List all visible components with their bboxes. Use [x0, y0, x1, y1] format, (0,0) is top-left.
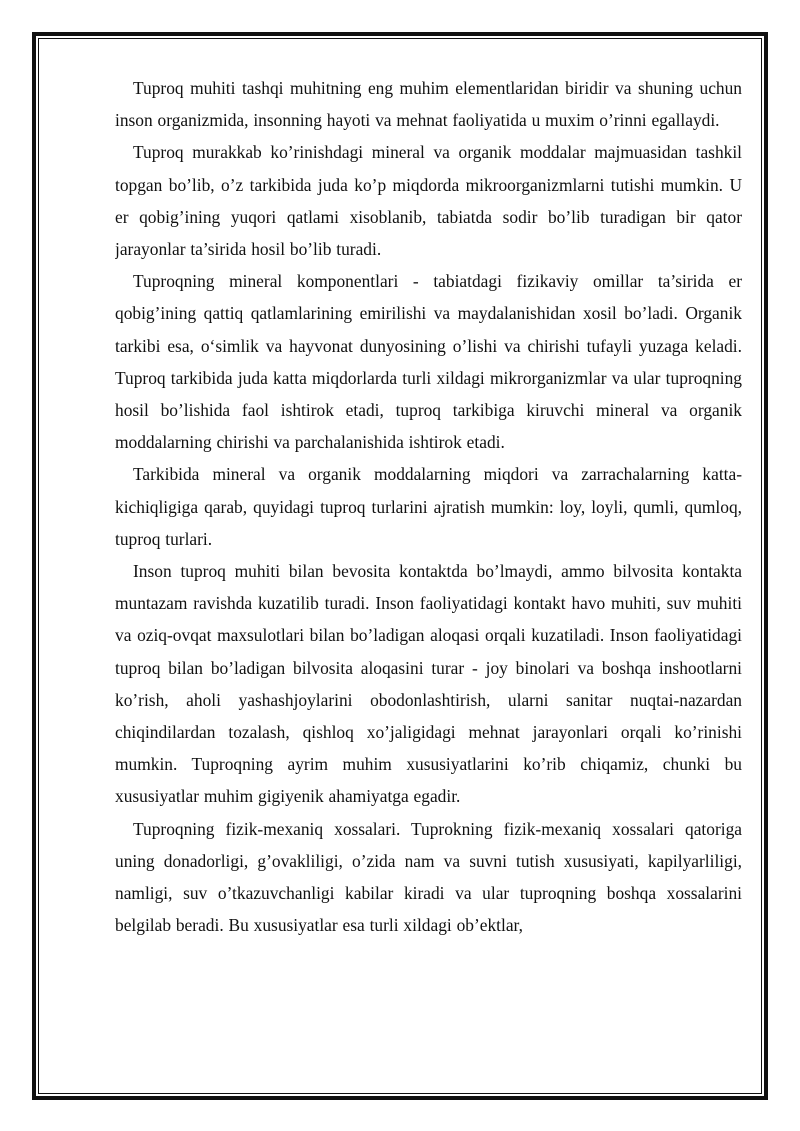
paragraph: Tarkibida mineral va organik moddalarning miqdori va zarrachalarning katta-kichiqligiga qarab, quyidagi tuproq turlarini ajratish mumkin: loy, loyli, qumli, qumloq, tuproq turlari. [115, 464, 742, 549]
paragraph: Tuproq muhiti tashqi muhitning eng muhim elementlaridan biridir va shuning uchun inson organizmida, insonning hayoti va mehnat faoliyatida u muxim o’rinni egallaydi. [115, 78, 742, 131]
paragraph: Inson tuproq muhiti bilan bevosita kontaktda bo’lmaydi, ammo bilvosita kontakta muntazam ravishda kuzatilib turadi. Inson faoliyatidagi kontakt havo muhiti, suv muhiti va oziq-ovqat maxsulotlari bilan bo’ladigan aloqasi orqali kuzatiladi. Inson faoliyatidagi tuproq bilan bo’ladigan bilvosita aloqasini turar - joy binolari va boshqa inshootlarni ko’rish, aholi yashashjoylarini obodonlashtirish, ularni sanitar nuqtai-nazardan chiqindilardan tozalash, qishloq xo’jaligidagi mehnat jarayonlari orqali ko’rinishi mumkin. Tuproqning ayrim muhim xususiyatlarini ko’rib chiqamiz, chunki bu xususiyatlar muhim gigiyenik ahamiyatga egadir. [115, 561, 742, 807]
document-body [115, 72, 742, 1062]
paragraph: Tuproqning fizik-mexaniq xossalari. Tuprokning fizik-mexaniq xossalari qatoriga uning donadorligi, g’ovakliligi, o’zida nam va suvni tutish xususiyati, kapilyarliligi, namligi, suv o’tkazuvchanligi kabilar kiradi va ular tuproqning boshqa xossalarini belgilab beradi. Bu xususiyatlar esa turli xildagi ob’ektlar, [115, 818, 742, 936]
paragraph: Tuproqning mineral komponentlari - tabiatdagi fizikaviy omillar ta’sirida er qobig’ining qattiq qatlamlarining emirilishi va maydalanishidan xosil bo’ladi. Organik tarkibi esa, o‘simlik va hayvonat dunyosining o’lishi va chirishi tufayli yuzaga keladi. Tuproq tarkibida juda katta miqdorlarda turli xildagi mikrorganizmlar va ular tuproqning hosil bo’lishida faol ishtirok etadi, tuproq tarkibiga kiruvchi mineral va organik moddalarning chirishi va parchalanishida ishtirok etadi. [115, 271, 742, 453]
paragraph: Tuproq murakkab ko’rinishdagi mineral va organik moddalar majmuasidan tashkil topgan bo’lib, o’z tarkibida juda ko’p miqdorda mikroorganizmlarni tutishi mumkin. U er qobig’ining yuqori qatlami xisoblanib, tabiatda sodir bo’lib turadigan bir qator jarayonlar ta’sirida hosil bo’lib turadi. [115, 142, 742, 260]
